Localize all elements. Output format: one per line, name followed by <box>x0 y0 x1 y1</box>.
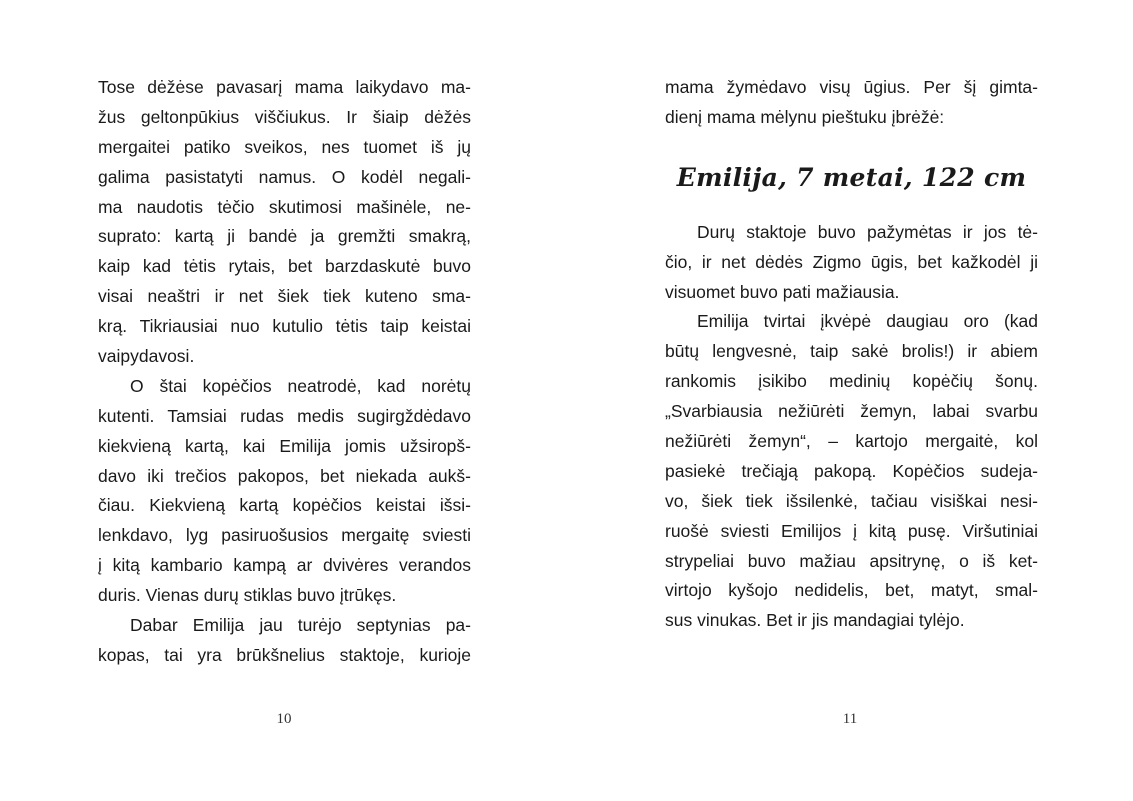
page-number: 11 <box>842 711 858 727</box>
text-line: sus vinukas. Bet ir jis mandagiai tylėjo. <box>665 610 965 631</box>
page-number: 10 <box>276 711 292 727</box>
text-line: visai neaštri ir net šiek tiek kuteno sma- <box>98 286 471 307</box>
text-line: virtojo kyšojo nedidelis, bet, matyt, smal- <box>665 580 1038 601</box>
text-line: ma naudotis tėčio skutimosi mašinėle, ne- <box>98 196 471 217</box>
text-line: kiekvieną kartą, kai Emilija jomis užsiropš- <box>98 435 471 456</box>
text-line: kaip kad tėtis rytais, bet barzdaskutė buvo <box>98 256 471 277</box>
right-page-text <box>665 73 1038 636</box>
text-line: Emilija tvirtai įkvėpė daugiau oro (kad <box>697 311 1038 332</box>
handwritten-inscription: Emilija, 7 metai, 122 cm <box>676 162 1027 192</box>
text-line: lenkdavo, lyg pasiruošusios mergaitę sviesti <box>98 525 471 546</box>
text-line: vo, šiek tiek išsilenkė, tačiau visiškai nesi- <box>665 490 1038 511</box>
right-page <box>567 0 1133 801</box>
left-page-text <box>98 73 471 671</box>
text-line: mama žymėdavo visų ūgius. Per šį gimta- <box>665 77 1038 97</box>
text-line: ruošė sviesti Emilijos į kitą pusę. Viršutiniai <box>665 520 1038 541</box>
text-line: galima pasistatyti namus. O kodėl negali- <box>98 166 471 187</box>
text-line: būtų lengvesnė, taip sakė brolis!) ir abiem <box>665 341 1038 362</box>
text-line: „Svarbiausia nežiūrėti žemyn, labai svarbu <box>665 401 1038 422</box>
text-line: nežiūrėti žemyn“, – kartojo mergaitė, kol <box>665 431 1038 452</box>
text-line: čiau. Kiekvieną kartą kopėčios keistai išsi- <box>98 495 471 516</box>
text-line: dienį mama mėlynu pieštuku įbrėžė: <box>665 106 945 127</box>
text-line: krą. Tikriausiai nuo kutulio tėtis taip keistai <box>98 316 471 337</box>
text-line: vaipydavosi. <box>98 346 195 367</box>
text-line: kopas, tai yra brūkšnelius staktoje, kurioje <box>98 644 471 665</box>
text-line: Tose dėžėse pavasarį mama laikydavo ma- <box>98 77 471 97</box>
text-line: davo iki trečios pakopos, bet niekada aukš- <box>98 465 471 486</box>
text-line: O štai kopėčios neatrodė, kad norėtų <box>130 375 471 396</box>
text-line: žus geltonpūkius viščiukus. Ir šiaip dėžės <box>98 106 471 127</box>
text-line: suprato: kartą ji bandė ja gremžti smakrą, <box>98 226 471 247</box>
text-line: čio, ir net dėdės Zigmo ūgis, bet kažkodėl ji <box>665 251 1038 272</box>
text-line: mergaitei patiko sveikos, nes tuomet iš jų <box>98 136 471 157</box>
text-line: strypeliai buvo mažiau apsitrynę, o iš ket- <box>665 550 1038 571</box>
text-line: Durų staktoje buvo pažymėtas ir jos tė- <box>697 221 1038 242</box>
left-page <box>0 0 566 801</box>
text-line: pasiekė trečiąją pakopą. Kopėčios sudeja- <box>665 460 1038 481</box>
text-line: į kitą kambario kampą ar dvivėres verandos <box>98 555 471 576</box>
text-line: kutenti. Tamsiai rudas medis sugirgždėdavo <box>98 405 471 426</box>
text-line: rankomis įsikibo medinių kopėčių šonų. <box>665 371 1038 392</box>
text-line: duris. Vienas durų stiklas buvo įtrūkęs. <box>98 585 397 606</box>
text-line: Dabar Emilija jau turėjo septynias pa- <box>130 615 471 636</box>
text-line: visuomet buvo pati mažiausia. <box>665 281 900 302</box>
